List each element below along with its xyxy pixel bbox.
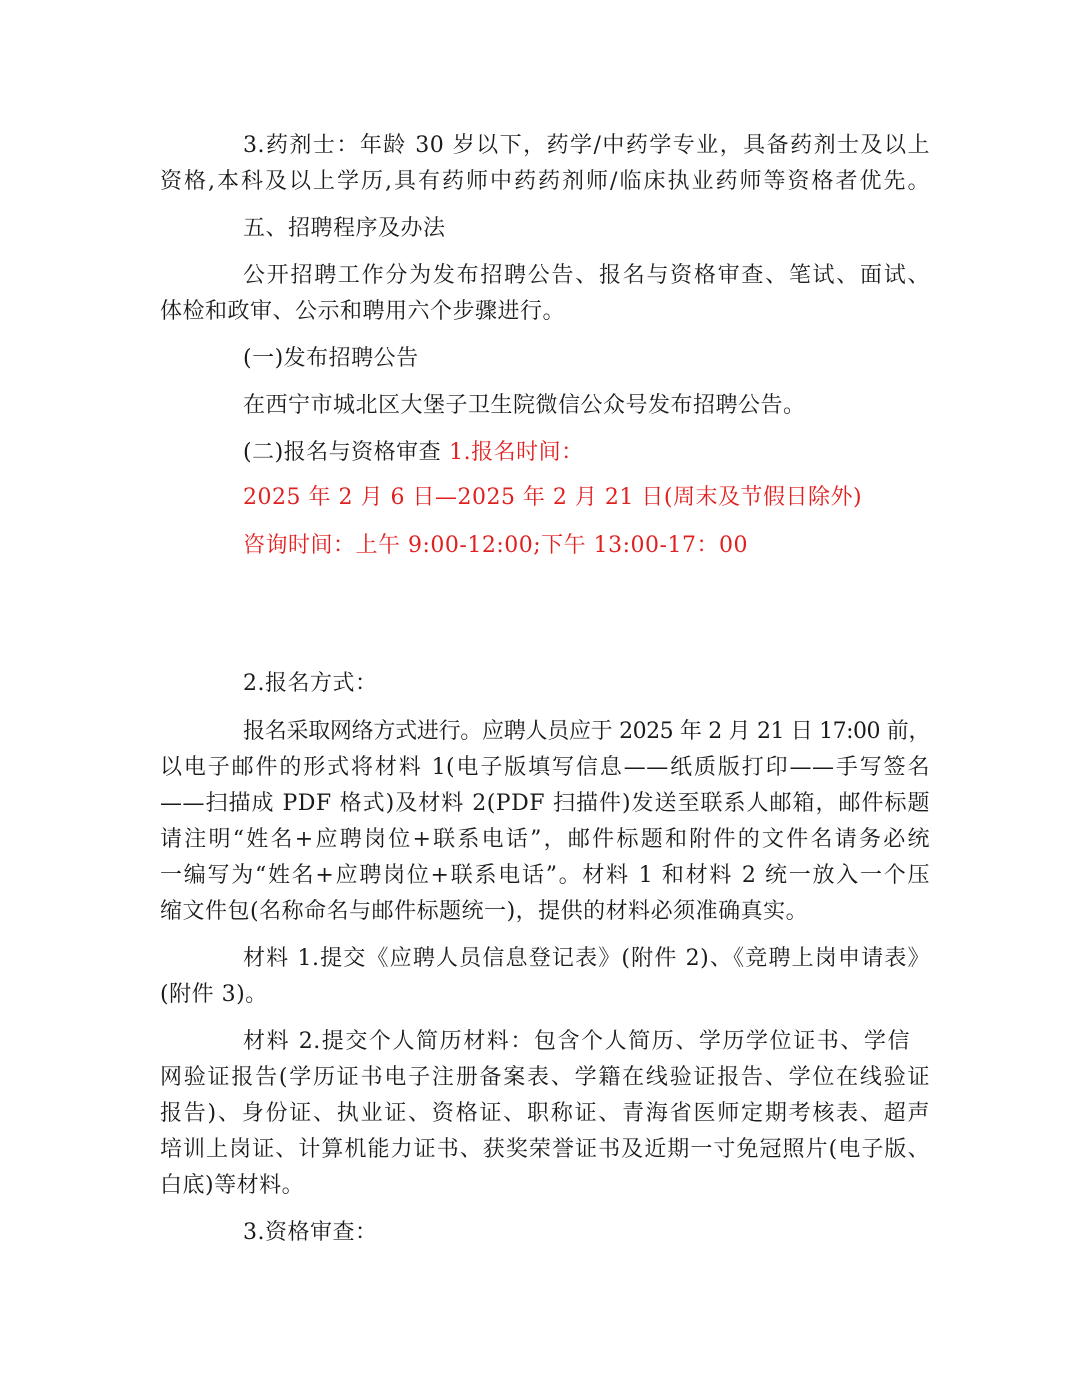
registration-date-range: 2025 年 2 月 6 日—2025 年 2 月 21 日(周末及节假日除外) — [243, 485, 863, 510]
paragraph-line: ——扫描成 PDF 格式)及材料 2(PDF 扫描件)发送至联系人邮箱，邮件标题 — [160, 791, 930, 816]
subsection-heading-2-text: (二)报名与资格审查 — [243, 440, 442, 465]
paragraph-line: 公开招聘工作分为发布招聘公告、报名与资格审查、笔试、面试、 — [243, 263, 930, 288]
paragraph-line: 体检和政审、公示和聘用六个步骤进行。 — [160, 299, 566, 324]
consultation-hours: 咨询时间：上午 9:00-12:00;下午 13:00-17：00 — [243, 533, 748, 558]
paragraph-line: 报名采取网络方式进行。应聘人员应于 2025 年 2 月 21 日 17:00 前， — [243, 719, 930, 744]
qualification-review-heading: 3.资格审查： — [243, 1220, 378, 1245]
section-heading-5: 五、招聘程序及办法 — [243, 216, 446, 241]
registration-time-label: 1.报名时间： — [449, 440, 584, 465]
paragraph-line: 缩文件包(名称命名与邮件标题统一)，提供的材料必须准确真实。 — [160, 899, 809, 924]
paragraph-line: (附件 3)。 — [160, 982, 268, 1007]
paragraph-line: 在西宁市城北区大堡子卫生院微信公众号发布招聘公告。 — [243, 393, 806, 418]
paragraph-line — [160, 130, 930, 162]
paragraph-line: 材料 2.提交个人简历材料：包含个人简历、学历学位证书、学信 — [243, 1029, 910, 1054]
method-heading: 2.报名方式： — [243, 671, 378, 696]
subsection-heading-1: (一)发布招聘公告 — [243, 346, 419, 371]
paragraph-line: 请注明“姓名+应聘岗位+联系电话”，邮件标题和附件的文件名请务必统 — [160, 827, 930, 852]
subsection-heading-2 — [243, 437, 930, 469]
paragraph-line: 报告)、身份证、执业证、资格证、职称证、青海省医师定期考核表、超声 — [160, 1101, 930, 1126]
paragraph-line: 一编写为“姓名+应聘岗位+联系电话”。材料 1 和材料 2 统一放入一个压 — [160, 863, 930, 888]
paragraph-line: 白底)等材料。 — [160, 1173, 305, 1198]
text-pharmacist-requirements: 3.药剂士：年龄 30 岁以下，药学/中药学专业，具备药剂士及以上 — [243, 133, 930, 158]
paragraph-line: 培训上岗证、计算机能力证书、获奖荣誉证书及近期一寸免冠照片(电子版、 — [160, 1137, 930, 1162]
paragraph-line: 材料 1.提交《应聘人员信息登记表》(附件 2)、《竞聘上岗申请表》 — [243, 946, 930, 971]
paragraph-line: 网验证报告(学历证书电子注册备案表、学籍在线验证报告、学位在线验证 — [160, 1065, 930, 1090]
paragraph-line: 资格,本科及以上学历,具有药师中药药剂师/临床执业药师等资格者优先。 — [160, 169, 930, 194]
paragraph-line: 以电子邮件的形式将材料 1(电子版填写信息——纸质版打印——手写签名 — [160, 755, 930, 780]
